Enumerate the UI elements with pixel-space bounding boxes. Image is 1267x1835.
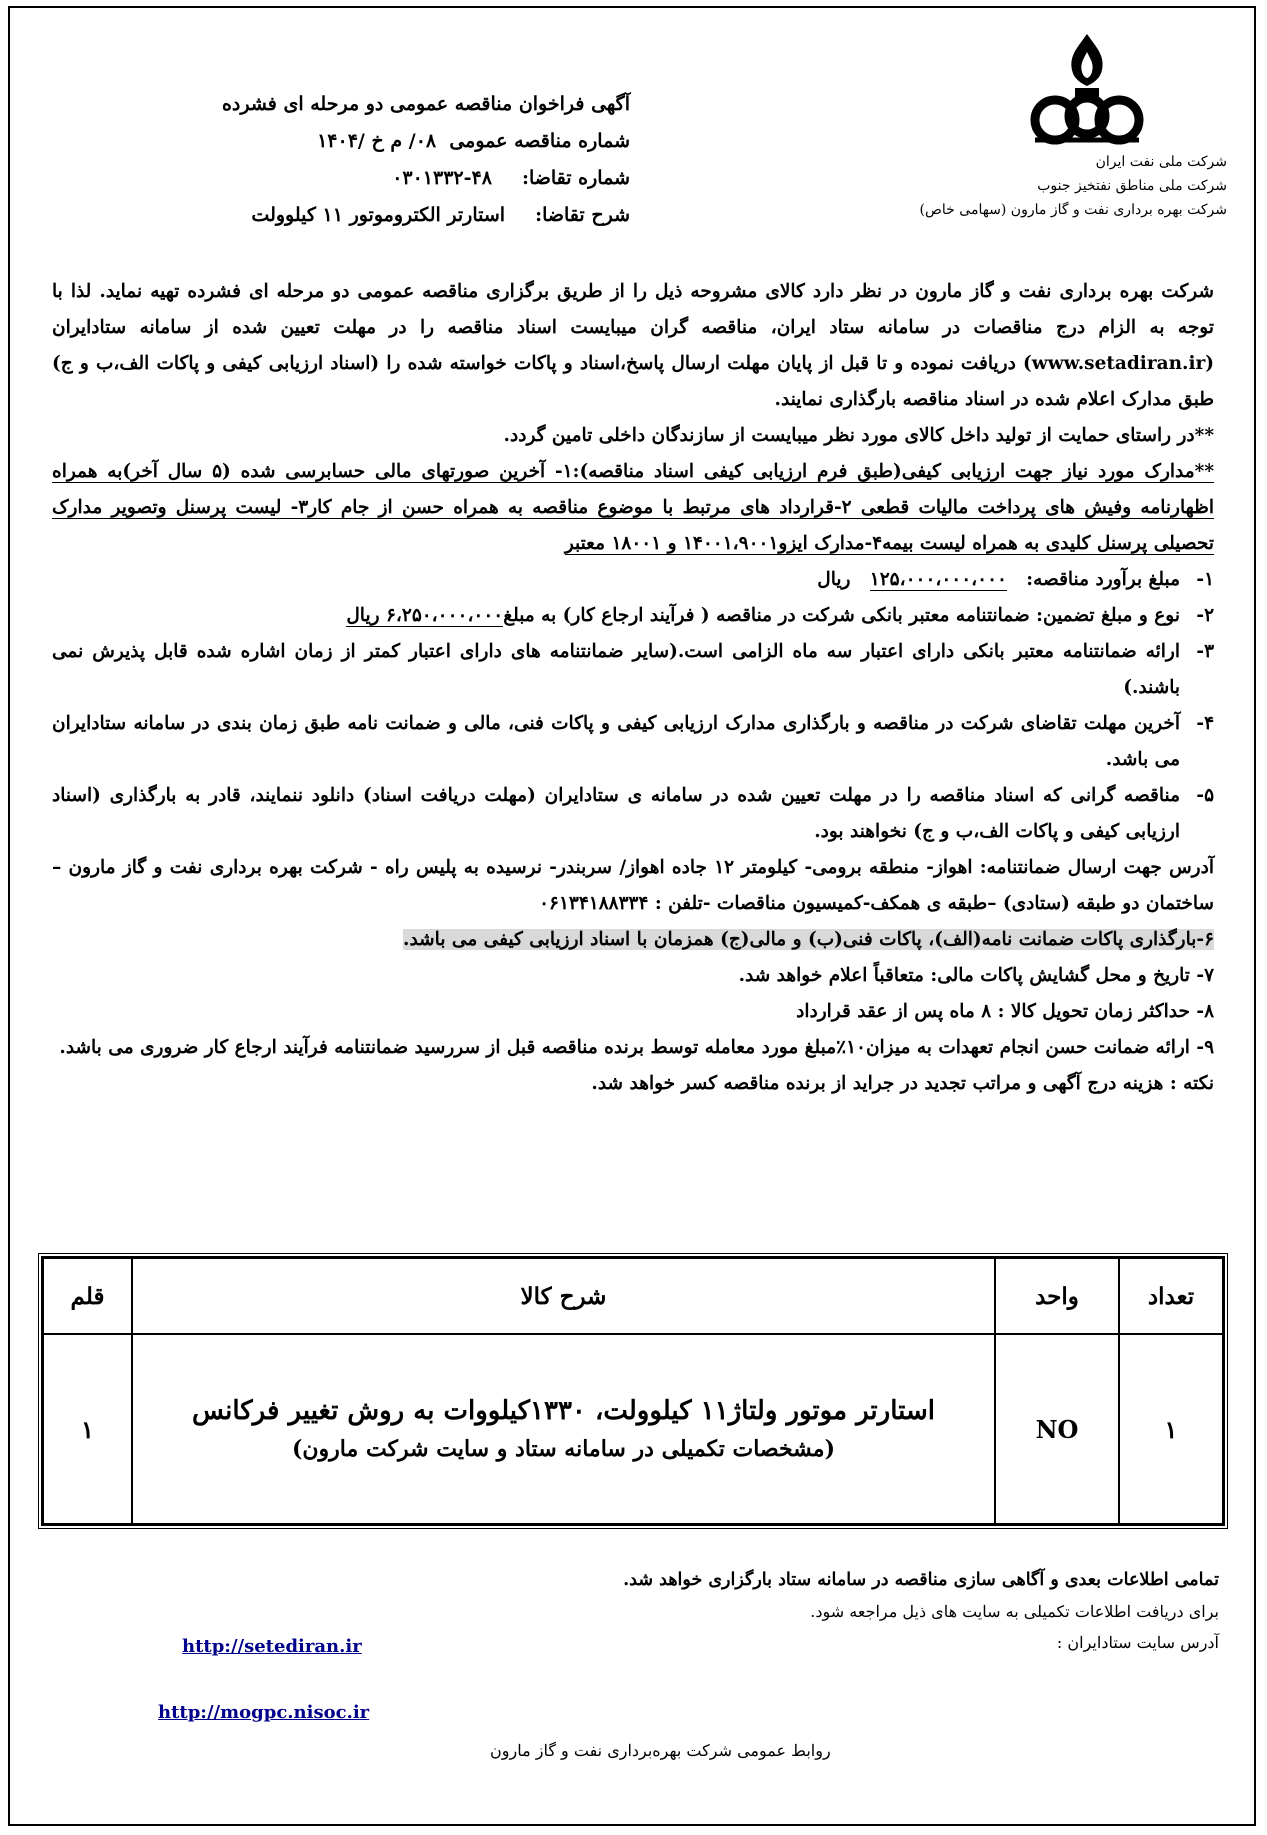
estimate-amount: ۱۲۵،۰۰۰،۰۰۰،۰۰۰ bbox=[869, 569, 1007, 590]
footer-line-1: تمامی اطلاعات بعدی و آگاهی سازی مناقصه در سامانه ستاد بارگزاری خواهد شد. bbox=[623, 1570, 1219, 1590]
guarantee-validity: ارائه ضمانتنامه معتبر بانکی دارای اعتبار سه ماه الزامی است.(سایر ضمانتنامه های دارای اعتبار کمتر از زمان اشاره شده قابل پذیرش نمی باشند.) bbox=[52, 641, 1180, 698]
request-number-value: ۴۸-۰۳۰۱۳۳۲ bbox=[392, 167, 492, 189]
guarantee-text: نوع و مبلغ تضمین: ضمانتنامه معتبر بانکی شرکت در مناقصه ( فرآیند ارجاع کار) به مبلغ bbox=[503, 605, 1180, 626]
request-description bbox=[150, 197, 630, 234]
desc-main: استارتر موتور ولتاژ۱۱ کیلوولت، ۱۳۳۰کیلووات به روش تغییر فرکانس bbox=[192, 1396, 935, 1426]
estimate-label: مبلغ برآورد مناقصه: bbox=[1026, 569, 1180, 590]
request-number bbox=[150, 160, 630, 197]
header-unit: واحد bbox=[995, 1258, 1119, 1334]
company-line-3: شرکت بهره برداری نفت و گاز مارون (سهامی خاص) bbox=[919, 202, 1227, 218]
list-item: ۴- آخرین مهلت تقاضای شرکت در مناقصه و بارگذاری مدارک ارزیابی کیفی و پاکات فنی، مالی و ضمانت نامه طبق زمان بندی در سامانه ستادایران می باشد. bbox=[52, 713, 1214, 770]
table-row bbox=[43, 1334, 1223, 1524]
company-line-1: شرکت ملی نفت ایران bbox=[1095, 154, 1227, 170]
cell-item: ۱ bbox=[43, 1334, 132, 1524]
request-description-label: شرح تقاضا: bbox=[535, 204, 630, 226]
company-names bbox=[919, 150, 1227, 222]
download-text: مناقصه گرانی که اسناد مناقصه را در مهلت تعیین شده در سامانه ی ستادایران (مهلت دریافت اسناد) دانلود ننمایند، قادر به بارگذاری (اسناد ارزیابی کیفی و پاکات الف،ب و ج) نخواهند بود. bbox=[52, 785, 1180, 842]
intro-paragraph: شرکت بهره برداری نفت و گاز مارون در نظر دارد کالای مشروحه ذیل را از طریق برگزاری مناقصه عمومی دو مرحله ای فشرده تهیه نماید. لذا با توجه به الزام درج مناقصات در سامانه ستاد ایران، مناقصه گران میبایست اسناد مناقصه را در مهلت تعیین شده از سامانه ستادایران (www.setadiran.ir) دریافت نموده و تا قبل از پایان مهلت ارسال پاسخ،اسناد و پاکات خواسته شده را (اسناد ارزیابی کیفی و پاکات الف،ب و ج) طبق مدارک اعلام شده در اسناد مناقصه بارگذاری نمایند. bbox=[52, 281, 1214, 410]
request-number-label: شماره تقاضا: bbox=[521, 167, 630, 189]
nioc-logo-icon bbox=[1017, 30, 1157, 150]
header bbox=[0, 0, 1267, 250]
company-line-2: شرکت ملی مناطق نفتخیز جنوب bbox=[1037, 178, 1227, 194]
qualification-docs-text: **مدارک مورد نیاز جهت ارزیابی کیفی(طبق فرم ارزیابی کیفی اسناد مناقصه):۱- آخرین صورتهای مالی حسابرسی شده (۵ سال آخر)به همراه اظهارنامه وفیش های پرداخت مالیات قطعی ۲-قرارداد های مرتبط با موضوع مناقصه به همراه حسن از جام کار۳- لیست پرسنل وتصویر مدارک تحصیلی پرسنل کلیدی به همراه لیست بیمه۴-مدارک ایزو۱۴۰۰۱،۹۰۰۱ و ۱۸۰۰۱ معتبر bbox=[52, 461, 1214, 554]
table-header-row bbox=[43, 1258, 1223, 1334]
conditions-list bbox=[52, 562, 1214, 850]
header-item: قلم bbox=[43, 1258, 132, 1334]
cell-desc bbox=[132, 1334, 995, 1524]
title-block bbox=[150, 86, 630, 234]
cost-note: نکته : هزینه درج آگهی و مراتب تجدید در جراید از برنده مناقصه کسر خواهد شد. bbox=[591, 1073, 1214, 1094]
performance-guarantee: ۹- ارائه ضمانت حسن انجام تعهدات به میزان۱۰٪مبلغ مورد معامله توسط برنده مناقصه قبل از سررسید ضمانتنامه فرآیند ارجاع کار ضروری می باشد. bbox=[59, 1037, 1214, 1058]
upload-note bbox=[52, 922, 1214, 958]
guarantee-amount: ۶،۲۵۰،۰۰۰،۰۰۰ ریال bbox=[346, 605, 504, 626]
notice-body bbox=[52, 274, 1214, 1102]
notice-title: آگهی فراخوان مناقصه عمومی دو مرحله ای فشرده bbox=[221, 93, 630, 115]
setadiran-link[interactable]: http://setediran.ir bbox=[182, 1636, 362, 1657]
list-item: ۵- مناقصه گرانی که اسناد مناقصه را در مهلت تعیین شده در سامانه ی ستادایران (مهلت دریافت اسناد) دانلود ننمایند، قادر به بارگذاری (اسناد ارزیابی کیفی و پاکات الف،ب و ج) نخواهند بود. bbox=[52, 785, 1214, 842]
footer bbox=[319, 1565, 1219, 1658]
deadline-text: آخرین مهلت تقاضای شرکت در مناقصه و بارگذاری مدارک ارزیابی کیفی و پاکات فنی، مالی و ضمانت نامه طبق زمان بندی در سامانه ستادایران می باشد. bbox=[52, 713, 1180, 770]
delivery-time: ۸- حداکثر زمان تحویل کالا : ۸ ماه پس از عقد قرارداد bbox=[796, 1001, 1214, 1022]
header-desc: شرح کالا bbox=[132, 1258, 995, 1334]
guarantee-address: آدرس جهت ارسال ضمانتنامه: اهواز- منطقه برومی- کیلومتر ۱۲ جاده اهواز/ سربندر- نرسیده به پلیس راه - شرکت بهره برداری نفت و گاز مارون –ساختمان دو طبقه (ستادی) –طبقه ی همکف-کمیسیون مناقصات -تلفن : ۰۶۱۳۴۱۸۸۳۳۴ bbox=[52, 857, 1214, 914]
tender-number bbox=[150, 123, 630, 160]
public-relations: روابط عمومی شرکت بهره‌برداری نفت و گاز مارون bbox=[490, 1741, 831, 1760]
qualification-docs-note bbox=[52, 454, 1214, 562]
tender-number-label: شماره مناقصه عمومی bbox=[449, 130, 630, 152]
list-item: ۲- نوع و مبلغ تضمین: ضمانتنامه معتبر بانکی شرکت در مناقصه ( فرآیند ارجاع کار) به مبلغ۶،۲۵۰،۰۰۰،۰۰۰ ریال bbox=[346, 605, 1214, 626]
opening-date: ۷- تاریخ و محل گشایش پاکات مالی: متعاقباً اعلام خواهد شد. bbox=[738, 965, 1214, 986]
domestic-support-note: **در راستای حمایت از تولید داخل کالای مورد نظر میبایست از سازندگان داخلی تامین گردد. bbox=[503, 425, 1214, 446]
maroon-link[interactable]: http://mogpc.nisoc.ir bbox=[158, 1702, 370, 1723]
desc-sub: (مشخصات تکمیلی در سامانه ستاد و سایت شرکت مارون) bbox=[291, 1436, 835, 1462]
tender-number-value: ۰۸/ م خ /۱۴۰۴ bbox=[317, 130, 437, 152]
estimate-unit: ریال bbox=[817, 569, 851, 590]
cell-qty: ۱ bbox=[1119, 1334, 1223, 1524]
footer-line-3: آدرس سایت ستادایران : bbox=[1056, 1633, 1219, 1652]
list-item: ۳- ارائه ضمانتنامه معتبر بانکی دارای اعتبار سه ماه الزامی است.(سایر ضمانتنامه های دارای اعتبار کمتر از زمان اشاره شده قابل پذیرش نمی باشند.) bbox=[52, 641, 1214, 698]
request-description-value: استارتر الکتروموتور ۱۱ کیلوولت bbox=[251, 204, 506, 226]
list-item: ۱- مبلغ برآورد مناقصه: ۱۲۵،۰۰۰،۰۰۰،۰۰۰ ریال bbox=[817, 569, 1214, 590]
cell-unit: NO bbox=[995, 1334, 1119, 1524]
goods-table bbox=[38, 1253, 1228, 1529]
upload-note-text: ۶-بارگذاری پاکات ضمانت نامه(الف)، پاکات فنی(ب) و مالی(ج) همزمان با اسناد ارزیابی کیفی می باشد. bbox=[403, 929, 1214, 950]
footer-line-2: برای دریافت اطلاعات تکمیلی به سایت های ذیل مراجعه شود. bbox=[810, 1602, 1219, 1621]
header-qty: تعداد bbox=[1119, 1258, 1223, 1334]
